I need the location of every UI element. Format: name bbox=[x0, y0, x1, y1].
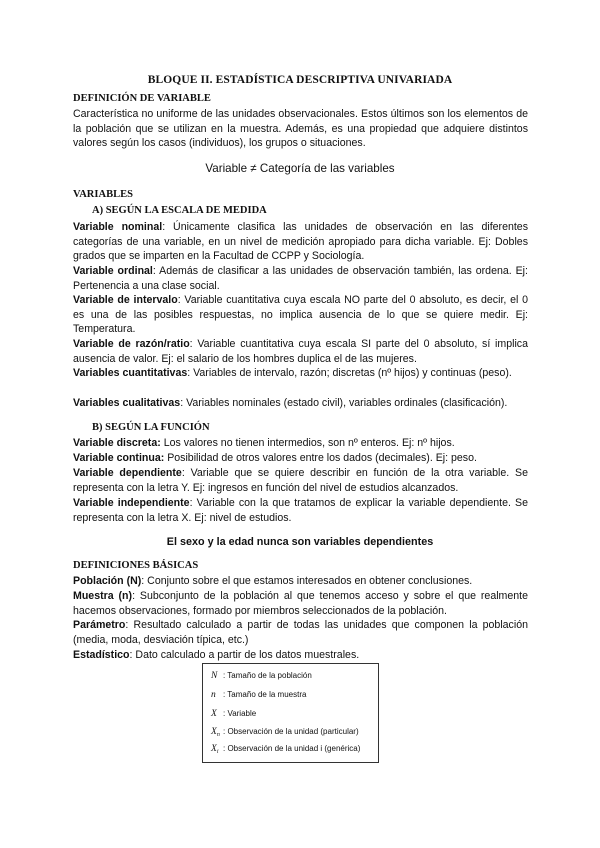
legend-symbol bbox=[211, 744, 223, 755]
page-title: BLOQUE II. ESTADÍSTICA DESCRIPTIVA UNIVARIADA bbox=[147, 74, 453, 86]
term: Variable independiente bbox=[73, 497, 190, 509]
definition: : Variables nominales (estado civil), variables ordinales (clasificación). bbox=[180, 397, 508, 409]
definicion-heading: DEFINICIÓN DE VARIABLE bbox=[73, 93, 211, 104]
legend-symbol: n bbox=[211, 690, 216, 700]
definition-item bbox=[73, 220, 528, 264]
term: Población (N) bbox=[73, 575, 142, 587]
section-b-heading: B) SEGÚN LA FUNCIÓN bbox=[92, 422, 210, 433]
term: Estadístico bbox=[73, 649, 130, 661]
legend-subscript: n bbox=[216, 732, 220, 738]
term: Variable discreta: bbox=[73, 437, 161, 449]
legend-symbol-base: X bbox=[211, 744, 217, 754]
term: Variable de intervalo bbox=[73, 294, 178, 306]
definition: : Variable cuantitativa cuya escala NO parte del 0 absoluto, es decir, el 0 es una de las posibles respuestas, no implica ausencia de lo que se quiere medir. Ej: Temperatura. bbox=[73, 294, 528, 336]
definition: : Variable con la que tratamos de explicar la variable dependiente. Se representa con la letra X. Ej: nivel de estudios. bbox=[73, 497, 529, 524]
definition-item bbox=[73, 451, 528, 466]
notation-legend bbox=[202, 663, 379, 763]
definition: Los valores no tienen intermedios, son nº enteros. Ej: nº hijos. bbox=[160, 437, 455, 449]
legend-label: : Tamaño de la población bbox=[223, 671, 312, 680]
term: Variables cualitativas bbox=[73, 397, 181, 409]
term: Variable dependiente bbox=[73, 467, 182, 479]
definition: : Dato calculado a partir de los datos muestrales. bbox=[129, 649, 360, 661]
legend-label: : Observación de la unidad (particular) bbox=[223, 727, 359, 736]
definition-item bbox=[73, 648, 528, 663]
legend-subscript: i bbox=[216, 749, 219, 755]
term: Variable nominal bbox=[73, 221, 163, 233]
variables-heading: VARIABLES bbox=[73, 189, 133, 200]
basicas-heading: DEFINICIONES BÁSICAS bbox=[73, 560, 199, 571]
legend-row bbox=[211, 744, 360, 755]
term: Parámetro bbox=[73, 619, 126, 631]
legend-label: : Observación de la unidad i (genérica) bbox=[223, 744, 361, 753]
legend-symbol: X bbox=[211, 709, 217, 719]
definition: : Variable que se quiere describir en función de la otra variable. Se representa con la letra Y. Ej: ingresos en función del nivel de estudios alcanzados. bbox=[73, 467, 528, 494]
definition-item bbox=[73, 466, 528, 495]
definition-item bbox=[73, 396, 528, 411]
definition: : Conjunto sobre el que estamos interesados en obtener conclusiones. bbox=[141, 575, 473, 587]
legend-symbol bbox=[211, 727, 223, 738]
definition-item bbox=[73, 618, 528, 647]
legend-row bbox=[211, 671, 312, 681]
definition: : Resultado calculado a partir de todas las unidades que componen la población (media, moda, desviación típica, etc.) bbox=[73, 619, 528, 646]
definition-item bbox=[73, 366, 528, 381]
definition: : Además de clasificar a las unidades de observación también, las ordena. Ej: Pertenencia a una clase social. bbox=[73, 265, 528, 292]
definition: : Variable cuantitativa cuya escala SI parte del 0 absoluto, sí implica ausencia de valor. Ej: el salario de los hombres duplica el de las mujeres. bbox=[73, 338, 528, 365]
legend-label: : Variable bbox=[223, 709, 257, 718]
term: Variable de razón/ratio bbox=[73, 338, 190, 350]
variable-note: Variable ≠ Categoría de las variables bbox=[205, 162, 395, 175]
definition-item bbox=[73, 337, 528, 366]
section-a-heading: A) SEGÚN LA ESCALA DE MEDIDA bbox=[92, 205, 267, 216]
definition-item bbox=[73, 589, 528, 618]
definition: : Subconjunto de la población al que tenemos acceso y sobre el que realmente hacemos observaciones, formado por miembros seleccionados de la población. bbox=[73, 590, 529, 617]
term: Muestra (n) bbox=[73, 590, 133, 602]
definition: : Variables de intervalo, razón; discretas (nº hijos) y continuas (peso). bbox=[187, 367, 512, 379]
legend-symbol-base: X bbox=[211, 727, 217, 737]
term: Variable ordinal bbox=[73, 265, 153, 277]
definicion-text: Característica no uniforme de las unidades observacionales. Estos últimos son los elementos de la población que se utilizan en la muestra. Además, es una propiedad que adquiere distintos valores según los casos (individuos), los grupos o situaciones. bbox=[73, 108, 528, 150]
definition-item bbox=[73, 436, 528, 451]
definition-item bbox=[73, 574, 528, 589]
term: Variables cuantitativas bbox=[73, 367, 188, 379]
legend-row bbox=[211, 727, 359, 738]
legend-symbol: N bbox=[211, 671, 218, 681]
definition: : Únicamente clasifica las unidades de observación en las diferentes categorías de una variable, en un nivel de medición apropiado para dicha variable. Ej: Dobles grados que se imparten en la Facultad de CCPP y Sociología. bbox=[73, 221, 528, 263]
term: Variable continua: bbox=[73, 452, 165, 464]
legend-row bbox=[211, 709, 256, 719]
legend-label: : Tamaño de la muestra bbox=[223, 690, 307, 699]
definition: Posibilidad de otros valores entre los dados (decimales). Ej: peso. bbox=[164, 452, 477, 464]
definition-item bbox=[73, 496, 528, 525]
definition-item bbox=[73, 293, 528, 337]
definition-item bbox=[73, 264, 528, 293]
emphasis-note: El sexo y la edad nunca son variables dependientes bbox=[166, 536, 434, 548]
legend-row bbox=[211, 690, 306, 700]
